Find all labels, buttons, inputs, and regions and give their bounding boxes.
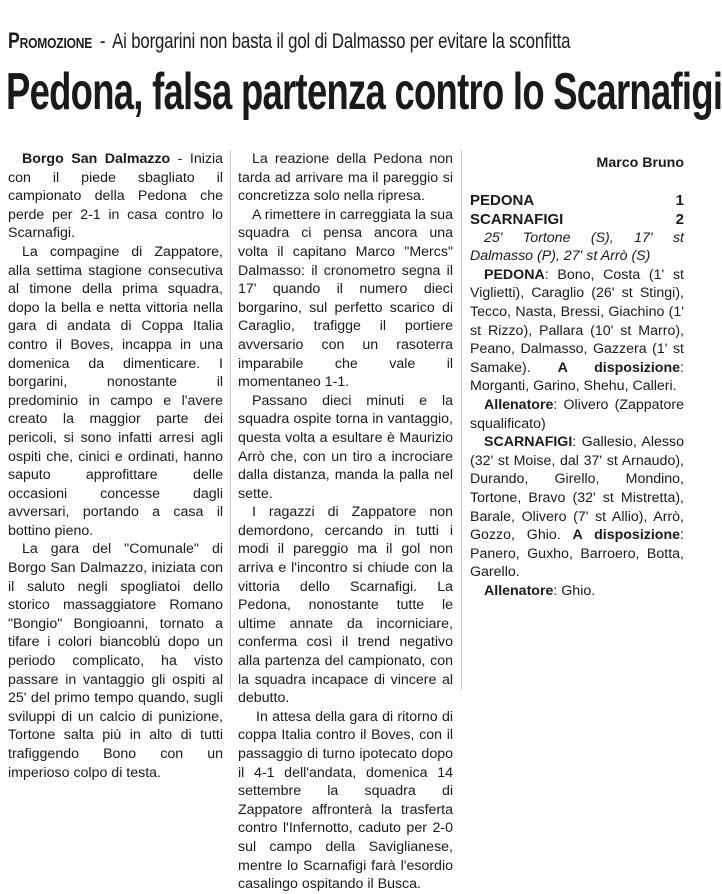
article-paragraph — [238, 708, 453, 894]
column-divider — [230, 150, 231, 690]
section-label: Promozione — [8, 28, 93, 53]
home-lineup — [470, 266, 684, 396]
article-paragraph: Passano dieci minuti e la squadra ospite torna in vantaggio, questa volta a esultare è Maurizio Arrò che, con un tiro a incrociare dalla distanza, manda la palla nel sette. — [238, 392, 453, 502]
match-box — [470, 191, 684, 601]
home-score-row — [470, 191, 684, 210]
dateline-place: Borgo San Dalmazzo — [22, 151, 171, 167]
column-divider — [461, 150, 462, 690]
home-team: PEDONA — [470, 191, 535, 209]
away-score: 2 — [675, 210, 684, 228]
away-score-row — [470, 210, 684, 229]
article-paragraph — [8, 150, 223, 243]
bench-label: A disposizione — [557, 359, 681, 376]
kicker — [8, 28, 571, 55]
scorers: 25' Tortone (S), 17' st Dalmasso (P), 27' st Arrò (S) — [470, 229, 684, 265]
lineup-text: : Bono, Costa (1' st Viglietti), Caraglio (26' st Stingi), Tecco, Nasta, Bressi, Giachino (1' st Rizzo), Pallara (10' st Marro), Peano, Dalmasso, Gazzera (1' st Samake). — [470, 266, 684, 376]
article-paragraph: La gara del "Comunale" di Borgo San Dalmazzo, iniziata con il saluto negli spogliatoi dello storico massaggiatore Romano "Bongio" Bongioanni, tornato a tifare i colori biancoblù dopo un periodo complicato, ha visto passare in vantaggio gli ospiti al 25' del primo tempo quando, sugli sviluppi di un calcio di punizione, Tortone salta più in alto di tutti trafiggendo Bono con un imperioso colpo di testa. — [8, 541, 223, 781]
article-paragraph: La compagine di Zappatore, alla settima stagione consecutiva al timone della prima squadra, dopo la bella e netta vittoria nella gara di andata di Coppa Italia contro il Boves, incappa in una domenica da dimenticare. I borgarini, nonostante il predominio in campo e l'avere creato la maggior parte dei pericoli, si sono infatti arresi agli ospiti che, cinici e ordinati, hanno saputo approfittare delle occasioni concesse dagli avversari, portando a casa il bottino pieno. — [8, 243, 223, 539]
paragraph-text: - Inizia con il piede sbagliato il campionato della Pedona che perde per 2-1 in casa contro lo Scarnafigi. — [8, 151, 223, 242]
bench-text: : Morganti, Garino, Shehu, Calleri. — [470, 359, 684, 395]
away-lineup — [470, 433, 684, 582]
headline: Pedona, falsa partenza contro lo Scarnafigi — [6, 63, 722, 121]
coach-text: : Olivero (Zappatore squalificato) — [470, 396, 684, 432]
bench-text: : Panero, Guxho, Barroero, Botta, Garello. — [470, 527, 684, 581]
article-column-1 — [8, 150, 223, 782]
lineup-team: SCARNAFIGI — [484, 434, 573, 451]
article-paragraph: A rimettere in carreggiata la sua squadra ci pensa ancora una volta il capitano Marco "Mercs" Dalmasso: il cronometro segna il 17' quando il numero dieci borgarino, sul perfetto scarico di Caraglio, trafigge il portiere avversario con un rasoterra imparabile che vale il momentaneo 1-1. — [238, 206, 453, 391]
article-paragraph: I ragazzi di Zappatore non demordono, cercando in tutti i modi il pareggio ma il gol non arriva e l'incontro si chiude con la vittoria dello Scarnafigi. La Pedona, nonostante tutte le ultime annate da incorniciare, conferma così il trend negativo alla partenza del campionato, con la squadra incapace di vincere al debutto. — [238, 504, 453, 707]
author: Marco Bruno — [596, 155, 684, 171]
kicker-text: Ai borgarini non basta il gol di Dalmasso per evitare la sconfitta — [112, 30, 571, 53]
home-score: 1 — [675, 191, 684, 209]
home-coach — [470, 396, 684, 433]
coach-text: : Ghio. — [553, 582, 596, 599]
away-team: SCARNAFIGI — [470, 210, 564, 228]
article-paragraph: La reazione della Pedona non tarda ad arrivare ma il pareggio si concretizza solo nella ripresa. — [238, 151, 453, 205]
lineup-team: PEDONA — [484, 266, 545, 283]
paragraph-text: In attesa della gara di ritorno di coppa Italia contro il Boves, con il passaggio di turno ipotecato dopo il 4-1 dell'andata, domenica 14 settembre la squadra di Zappatore affronterà la trasferta contro l'Infernotto, caduto per 2-0 sul campo della Saviglianese, mentre lo Scarnafigi farà l'esordio casalingo ospitando il Busca. — [238, 708, 453, 893]
coach-label: Allenatore — [484, 582, 554, 599]
bench-label: A disposizione — [572, 527, 681, 544]
away-coach — [470, 582, 684, 601]
coach-label: Allenatore — [484, 396, 554, 413]
article-column-2 — [238, 150, 453, 894]
lineup-text: : Gallesio, Alesso (32' st Moise, dal 37' st Arnaudo), Durando, Girello, Mondino, Tortone, Bravo (32' st Mistretta), Barale, Olivero (7' st Allio), Arrò, Gozzo, Ghio. — [470, 434, 684, 544]
article-column-3 — [470, 150, 684, 600]
kicker-separator: - — [99, 30, 106, 53]
